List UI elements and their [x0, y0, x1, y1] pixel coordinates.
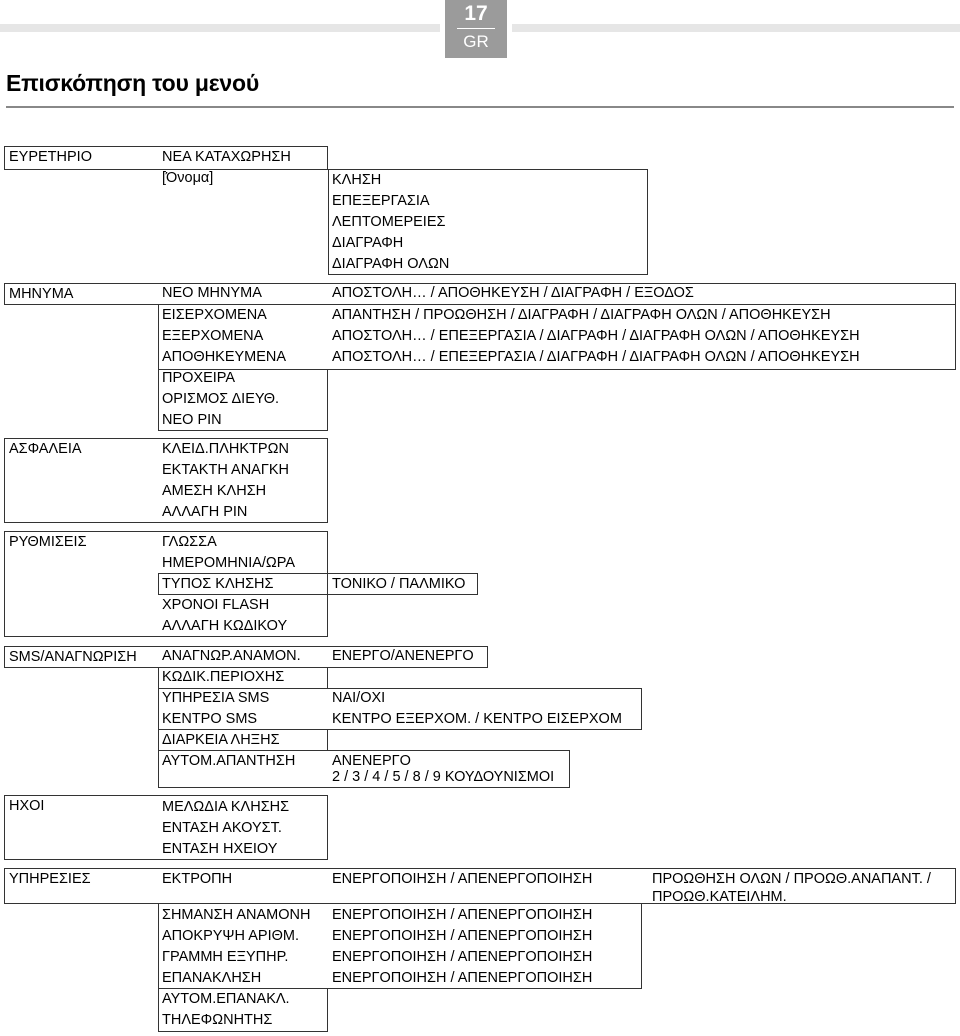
language-code: GR	[463, 32, 489, 51]
message-action: ΑΠΟΣΤΟΛΗ… / ΑΠΟΘΗΚΕΥΣΗ / ΔΙΑΓΡΑΦΗ / ΕΞΟΔΟΣ	[332, 285, 694, 301]
sms-item: ΑΝΑΓΝΩΡ.ΑΝΑΜΟΝ.	[162, 648, 301, 664]
services-activation: ΕΝΕΡΓΟΠΟΙΗΣΗ / ΑΠΕΝΕΡΓΟΠΟΙΗΣΗ	[332, 928, 593, 944]
phonebook-item: ΝΕΑ ΚΑΤΑΧΩΡΗΣΗ	[162, 149, 291, 165]
title-rule	[6, 106, 954, 108]
phonebook-subitem: ΔΙΑΓΡΑΦΗ ΟΛΩΝ	[332, 256, 450, 272]
settings-item: ΑΛΛΑΓΗ ΚΩΔΙΚΟΥ	[162, 618, 288, 634]
settings-item: ΓΛΩΣΣΑ	[162, 534, 217, 550]
message-label: ΜΗΝΥΜΑ	[9, 286, 74, 302]
auto-answer-rings: 2 / 3 / 4 / 5 / 8 / 9 ΚΟΥΔΟΥΝΙΣΜΟΙ	[332, 769, 555, 785]
header-bar-right	[512, 24, 960, 32]
message-item: ΠΡΟΧΕΙΡΑ	[162, 370, 236, 386]
sms-center-value: ΚΕΝΤΡΟ ΕΞΕΡΧΟΜ. / ΚΕΝΤΡΟ ΕΙΣΕΡΧΟΜ	[332, 711, 622, 727]
message-action: ΑΠΟΣΤΟΛΗ… / ΕΠΕΞΕΡΓΑΣΙΑ / ΔΙΑΓΡΑΦΗ / ΔΙΑΓΡΑΦΗ ΟΛΩΝ / ΑΠΟΘΗΚΕΥΣΗ	[332, 349, 860, 365]
services-activation: ΕΝΕΡΓΟΠΟΙΗΣΗ / ΑΠΕΝΕΡΓΟΠΟΙΗΣΗ	[332, 907, 593, 923]
phonebook-subitem: ΛΕΠΤΟΜΕΡΕΙΕΣ	[332, 214, 446, 230]
services-item: ΕΚΤΡΟΠΗ	[162, 871, 233, 887]
sms-item: ΔΙΑΡΚΕΙΑ ΛΗΞΗΣ	[162, 732, 280, 748]
message-item: ΟΡΙΣΜΟΣ ΔΙΕΥΘ.	[162, 391, 280, 407]
settings-item: ΗΜΕΡΟΜΗΝΙΑ/ΩΡΑ	[162, 555, 296, 571]
services-item: ΑΠΟΚΡΥΨΗ ΑΡΙΘΜ.	[162, 928, 300, 944]
security-item: ΑΜΕΣΗ ΚΛΗΣΗ	[162, 483, 267, 499]
settings-item: ΧΡΟΝΟΙ FLASH	[162, 597, 270, 613]
phonebook-subitem: ΚΛΗΣΗ	[332, 172, 382, 188]
sms-label: SMS/ΑΝΑΓΝΩΡΙΣΗ	[9, 649, 137, 665]
sounds-item: ΕΝΤΑΣΗ ΑΚΟΥΣΤ.	[162, 820, 282, 836]
dial-type-value: ΤΟΝΙΚΟ / ΠΑΛΜΙΚΟ	[332, 576, 466, 592]
message-item: ΕΞΕΡΧΟΜΕΝΑ	[162, 328, 264, 344]
sms-item: ΚΕΝΤΡΟ SMS	[162, 711, 258, 727]
phonebook-subitem: ΕΠΕΞΕΡΓΑΣΙΑ	[332, 193, 430, 209]
message-item: ΕΙΣΕΡΧΟΜΕΝΑ	[162, 307, 267, 323]
phonebook-subitem: ΔΙΑΓΡΑΦΗ	[332, 235, 404, 251]
page-number: 17	[464, 2, 488, 25]
security-item: ΚΛΕΙΔ.ΠΛΗΚΤΡΩΝ	[162, 441, 289, 457]
message-item: ΑΠΟΘΗΚΕΥΜΕΝΑ	[162, 349, 287, 365]
services-item: ΓΡΑΜΜΗ ΕΞΥΠΗΡ.	[162, 949, 289, 965]
sms-service-value: ΝΑΙ/ΟΧΙ	[332, 690, 386, 706]
sounds-item: ΕΝΤΑΣΗ ΗΧΕΙΟΥ	[162, 841, 278, 857]
auto-answer-value: ΑΝΕΝΕΡΓΟ	[332, 753, 411, 769]
services-activation: ΕΝΕΡΓΟΠΟΙΗΣΗ / ΑΠΕΝΕΡΓΟΠΟΙΗΣΗ	[332, 970, 593, 986]
sounds-item: ΜΕΛΩΔΙΑ ΚΛΗΣΗΣ	[162, 799, 290, 815]
security-item: ΑΛΛΑΓΗ PIN	[162, 504, 248, 520]
badge-divider	[457, 28, 495, 29]
sms-item: ΚΩΔΙΚ.ΠΕΡΙΟΧΗΣ	[162, 669, 285, 685]
message-item: ΝΕΟ PIN	[162, 412, 222, 428]
message-action: ΑΠΟΣΤΟΛΗ… / ΕΠΕΞΕΡΓΑΣΙΑ / ΔΙΑΓΡΑΦΗ / ΔΙΑΓΡΑΦΗ ΟΛΩΝ / ΑΠΟΘΗΚΕΥΣΗ	[332, 328, 860, 344]
phonebook-label: ΕΥΡΕΤΗΡΙΟ	[9, 149, 92, 165]
message-action: ΑΠΑΝΤΗΣΗ / ΠΡΟΩΘΗΣΗ / ΔΙΑΓΡΑΦΗ / ΔΙΑΓΡΑΦΗ ΟΛΩΝ / ΑΠΟΘΗΚΕΥΣΗ	[332, 307, 831, 323]
services-item: ΣΗΜΑΝΣΗ ΑΝΑΜΟΝΗ	[162, 907, 311, 923]
cid-wait-value: ΕΝΕΡΓΟ/ΑΝΕΝΕΡΓΟ	[332, 648, 474, 664]
security-label: ΑΣΦΑΛΕΙΑ	[9, 441, 82, 457]
services-activation: ΕΝΕΡΓΟΠΟΙΗΣΗ / ΑΠΕΝΕΡΓΟΠΟΙΗΣΗ	[332, 871, 593, 887]
sms-item: ΑΥΤΟΜ.ΑΠΑΝΤΗΣΗ	[162, 753, 296, 769]
settings-item: ΤΥΠΟΣ ΚΛΗΣΗΣ	[162, 576, 274, 592]
security-item: ΕΚΤΑΚΤΗ ΑΝΑΓΚΗ	[162, 462, 289, 478]
settings-label: ΡΥΘΜΙΣΕΙΣ	[9, 534, 87, 550]
services-label: ΥΠΗΡΕΣΙΕΣ	[9, 871, 91, 887]
sms-item: ΥΠΗΡΕΣΙΑ SMS	[162, 690, 270, 706]
header-bar-left	[0, 24, 440, 32]
page-title: Επισκόπηση του μενού	[6, 70, 260, 96]
forward-options: ΠΡΟΩΘΗΣΗ ΟΛΩΝ / ΠΡΟΩΘ.ΑΝΑΠΑΝΤ. / ΠΡΟΩΘ.ΚΑΤΕΙΛΗΜ.	[652, 871, 931, 905]
page-badge	[445, 0, 507, 58]
services-item: ΑΥΤΟΜ.ΕΠΑΝΑΚΛ.	[162, 991, 290, 1007]
services-activation: ΕΝΕΡΓΟΠΟΙΗΣΗ / ΑΠΕΝΕΡΓΟΠΟΙΗΣΗ	[332, 949, 593, 965]
phonebook-item: [Όνομα]	[162, 170, 214, 186]
sounds-label: ΗΧΟΙ	[9, 798, 45, 814]
services-item: ΕΠΑΝΑΚΛΗΣΗ	[162, 970, 262, 986]
services-item: ΤΗΛΕΦΩΝΗΤΗΣ	[162, 1012, 273, 1028]
message-item: ΝΕΟ ΜΗΝΥΜΑ	[162, 285, 262, 301]
